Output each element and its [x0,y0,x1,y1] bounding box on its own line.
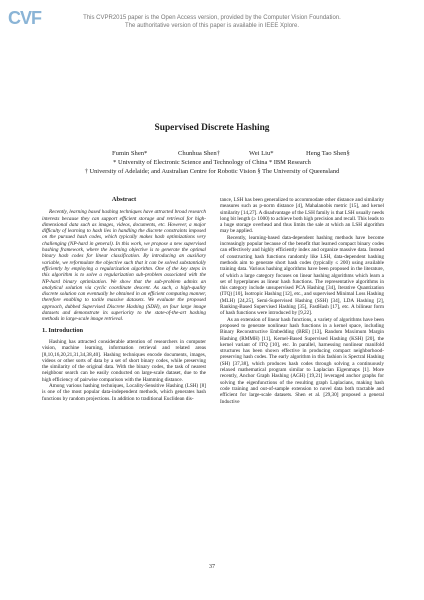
right-column [220,197,384,405]
abstract-heading: Abstract [111,196,137,203]
author-name: Chunhua Shen† [178,150,220,157]
paper-title: Supervised Discrete Hashing [154,123,270,133]
page-number: 37 [209,564,215,570]
abstract-text: Recently, learning based hashing techniques have attracted broad research interests because they can support efficient storage and retrieval for high-dimensional data such as images, videos, documents, etc. However, a major difficulty of learning to hash lies in handling the discrete constraints imposed on the pursued hash codes, which typically makes hash optimizations very challenging (NP-hard in general). In this work, we propose a new supervised hashing framework, where the learning objective is to generate the optimal binary hash codes for linear classification. By introducing an auxiliary variable, we reformulate the objective such that it can be solved substantially efficiently by employing a regularization algorithm. One of the key steps in this algorithm is to solve a regularization sub-problem associated with the NP-hard binary optimization. We show that the sub-problem admits an analytical solution via cyclic coordinate descent. As such, a high-quality discrete solution can eventually be obtained in an efficient computing manner, therefore enabling to tackle massive datasets. We evaluate the proposed approach, dubbed Supervised Discrete Hashing (SDH), on four large image datasets and demonstrate its superiority to the state-of-the-art hashing methods in large-scale image retrieval. [42,209,206,323]
author-name: Wei Liu* [249,150,274,157]
left-column [42,197,206,402]
section-heading-introduction: 1. Introduction [42,326,84,334]
body-paragraph: tance, LSH has been generalized to accommodate other distance and similarity measures such as p-norm distance [4], Mahalanobis metric [15], and kernel similarity [14,27]. A disadvantage of the LSH family is that LSH usually needs long bit length (≥ 1000) to achieve both high precision and recall. This leads to a huge storage overhead and thus limits the sale at which an LSH algorithm may be applied. [220,197,384,235]
author-name: Fumin Shen* [112,150,148,157]
intro-paragraph: Among various hashing techniques, Locality-Sensitive Hashing (LSH) [8] is one of the most popular data-independent methods, which generates hash functions by random projections. In addition to traditional Euclidean dis- [42,383,206,402]
cvf-logo-text: CVF [8,8,41,28]
body-paragraph: Recently, learning-based data-dependent hashing methods have become increasingly popular because of the benefit that learned compact binary codes can effectively and highly efficiently index and organize massive data. Instead of constructing hash functions randomly like LSH, data-dependent hashing methods aim to generate short hash codes (typically ≤ 200) using available training data. Various hashing algorithms have been proposed in the literature, of which a large category focuses on linear hashing algorithms which learn a set of hyperplanes as linear hash functions. The representative algorithms in this category include unsupervised PCA Hashing [34], Iterative Quantization (ITQ) [10], Isotropic Hashing [12], etc., and supervised Minimal Loss Hashing (MLH) [24,25], Semi-Supervised Hashing (SSH) [34], LDA Hashing [2], Ranking-Based Supervised Hashing [35], FastHash [17], etc. A bilinear form of hash functions were introduced by [9,22]. [220,234,384,317]
watermark-line-1: This CVPR2015 paper is the Open Access version, provided by the Computer Vision Foundation. [83,15,341,21]
open-access-watermark [0,14,424,30]
affiliation-line-1: * University of Electronic Science and Technology of China * IBM Research [113,159,311,166]
watermark-line-2: The authoritative version of this paper is available in IEEE Xplore. [124,23,300,29]
affiliation-line-2: † University of Adelaide; and Australian Centre for Robotic Vision § The University of Queensland [84,168,340,175]
author-name: Heng Tao Shen§ [306,150,350,157]
intro-paragraph: Hashing has attracted considerable attention of researchers in computer vision, machine learning, information retrieval and related areas [8,10,16,20,21,31,34,38,40]. Hashing techniques encode documents, images, videos or other sorts of data by a set of short binary codes, while preserving the similarity of the original data. With the binary codes, the task of nearest neighbour search can be easily conducted on large-scale dataset, due to the high efficiency of pairwise comparison with the Hamming distance. [42,338,206,383]
body-paragraph: As an extension of linear hash functions, a variety of algorithms have been proposed to generate nonlinear hash functions in a kernel space, including Binary Reconstructive Embedding (BRE) [13], Random Maximum Margin Hashing (RMMH) [11], Kernel-Based Supervised Hashing (KSH) [20], the kernel variant of ITQ [10], etc. In parallel, harnessing nonlinear manifold structures has been shown effective in producing compact neighborhood-preserving hash codes. The early algorithm in this fashion is Spectral Hashing (SH) [37,38], which produces hash codes through solving a continuously relaxed mathematical program similar to Laplacian Eigenmaps [1]. More recently, Anchor Graph Hashing (AGH) [19,21] leveraged anchor graphs for solving the eigenfunctions of the resulting graph Laplacians, making hash code training and out-of-sample extension to novel data both tractable and efficient for large-scale datasets. Shen et al. [29,30] proposed a general Inductive [220,316,384,405]
